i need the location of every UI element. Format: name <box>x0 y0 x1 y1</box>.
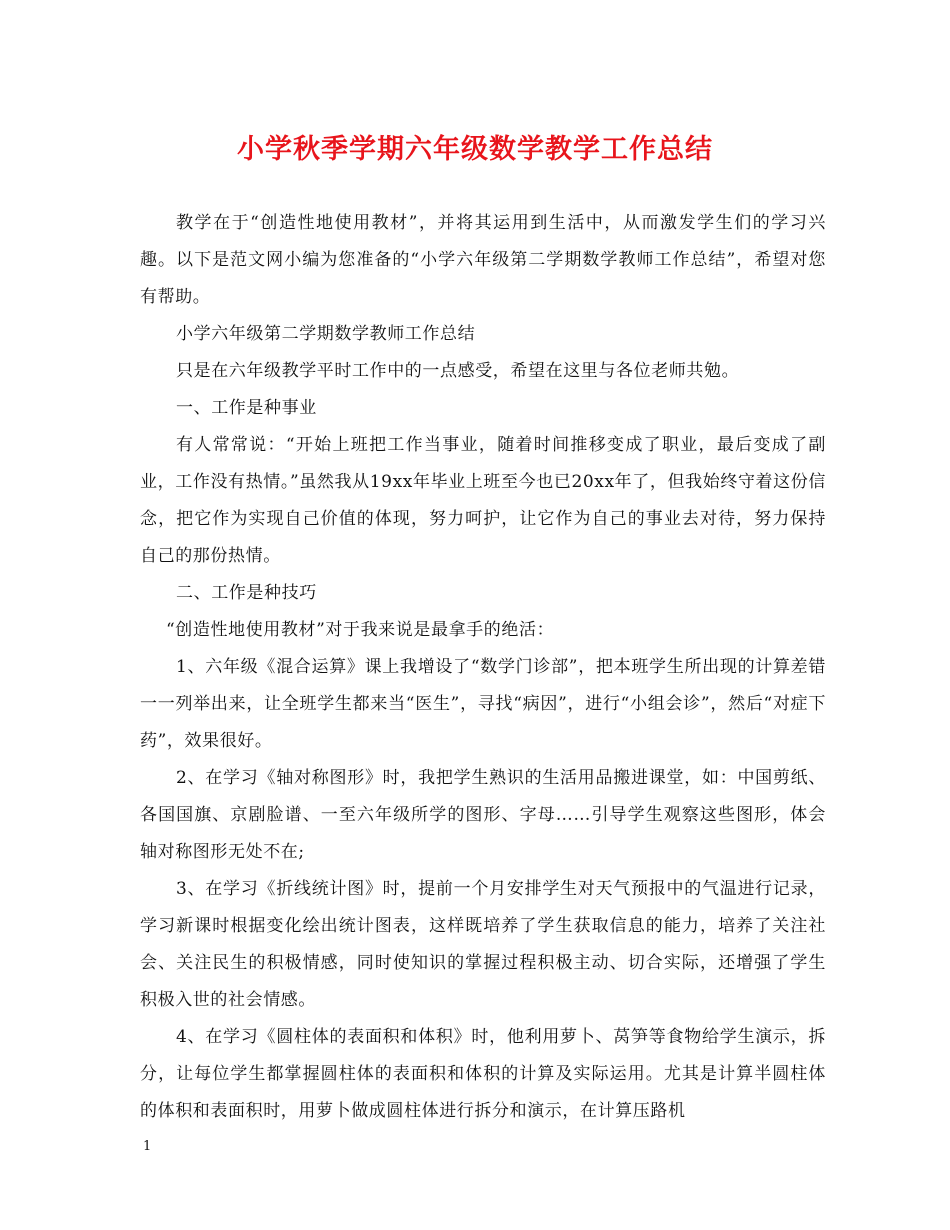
paragraph-preface: 只是在六年级教学平时工作中的一点感受，希望在这里与各位老师共勉。 <box>176 361 740 381</box>
section-heading-2: 二、工作是种技巧 <box>176 583 317 603</box>
paragraph-career: 有人常常说：“开始上班把工作当事业，随着时间推移变成了职业，最后变成了副业，工作没有热情。”虽然我从19xx年毕业上班至今也已20xx年了，但我始终守着这份信念，把它作为实现自己价值的体现，努力呵护，让它作为自己的事业去对待，努力保持自己的那份热情。 <box>140 435 826 566</box>
document-title: 小学秋季学期六年级数学教学工作总结 <box>237 134 713 165</box>
paragraph-subtitle: 小学六年级第二学期数学教师工作总结 <box>176 324 476 344</box>
section-heading-1: 一、工作是种事业 <box>176 398 317 418</box>
paragraph-item-4: 4、在学习《圆柱体的表面积和体积》时，他利用萝卜、莴笋等食物给学生演示，拆分，让每位学生都掌握圆柱体的表面积和体积的计算及实际运用。尤其是计算半圆柱体的体积和表面积时，用萝卜做成圆柱体进行拆分和演示，在计算压路机 <box>140 1027 826 1121</box>
paragraph-item-2: 2、在学习《轴对称图形》时，我把学生熟识的生活用品搬进课堂，如：中国剪纸、各国国旗、京剧脸谱、一至六年级所学的图形、字母……引导学生观察这些图形，体会轴对称图形无处不在; <box>140 768 826 862</box>
document-body <box>140 205 826 1130</box>
paragraph-intro: 教学在于“创造性地使用教材”，并将其运用到生活中，从而激发学生们的学习兴趣。以下是范文网小编为您准备的“小学六年级第二学期数学教师工作总结”，希望对您有帮助。 <box>140 213 826 307</box>
paragraph-item-3: 3、在学习《折线统计图》时，提前一个月安排学生对天气预报中的气温进行记录，学习新课时根据变化绘出统计图表，这样既培养了学生获取信息的能力，培养了关注社会、关注民生的积极情感，同时使知识的掌握过程积极主动、切合实际，还增强了学生积极入世的社会情感。 <box>140 879 826 1010</box>
paragraph-item-1: 1、六年级《混合运算》课上我增设了“数学门诊部”，把本班学生所出现的计算差错一一列举出来，让全班学生都来当“医生”，寻找“病因”，进行“小组会诊”，然后“对症下药”，效果很好。 <box>140 657 826 751</box>
page-number: 1 <box>143 1139 152 1154</box>
paragraph-skill-intro: “创造性地使用教材”对于我来说是最拿手的绝活： <box>166 620 555 640</box>
